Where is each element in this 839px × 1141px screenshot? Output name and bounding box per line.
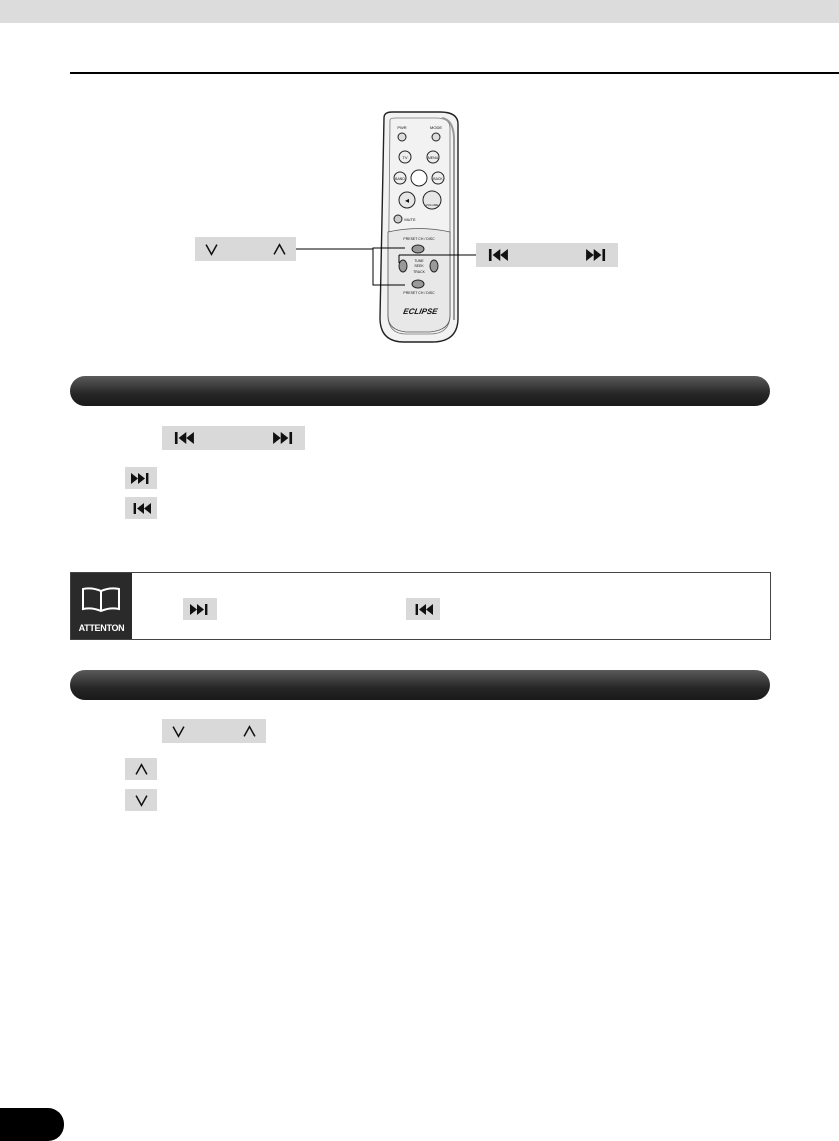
preset-keys-callout [195,237,296,261]
attention-badge [71,573,132,639]
book-icon [80,587,122,613]
chevron-down-icon [205,243,218,256]
callout-lines [295,238,485,290]
preset-down-key [125,789,157,811]
attention-label: ATTENTON [78,623,125,633]
preset-up-label: PRESET CH / DISC [403,237,435,241]
chevron-up-icon [243,725,256,738]
prev-track-key [125,497,157,519]
skip-next-icon [586,249,608,261]
band-label: BAND [395,177,405,181]
track-keys [162,426,305,450]
preset-keys [162,719,266,743]
seek-label: SEEK [414,264,424,268]
header-rule [70,72,839,74]
section-header-track [70,376,770,406]
mode-label: MODE [430,125,442,130]
next-track-key [183,598,217,620]
header-bar [0,0,839,23]
chevron-down-icon [172,725,185,738]
mute-button [394,215,402,223]
mute-label: MUTE [404,217,416,222]
next-track-key [125,467,157,489]
attention-box [70,572,771,640]
pwr-button [398,133,406,141]
section-header-preset [70,670,770,700]
chevron-down-icon [135,794,148,807]
brand-logo: ECLIPSE [402,307,439,316]
center-button [411,170,427,186]
volume-label: VOLUME [425,203,439,207]
volume-down-icon: ◂ [404,196,410,205]
skip-previous-icon [413,604,433,615]
skip-previous-icon [486,249,508,261]
pwr-label: PWR [397,125,407,130]
back-label: BACK [433,177,443,181]
skip-next-icon [131,473,151,484]
track-label: TRACK [413,270,425,274]
remote-control-illustration [370,110,470,345]
tv-label: TV [402,155,408,160]
page-number-tab [0,1108,64,1141]
tune-label: TUNE [414,259,424,263]
mode-button [432,133,440,141]
skip-next-icon [190,604,210,615]
skip-previous-icon [131,503,151,514]
skip-next-icon [273,432,295,444]
chevron-up-icon [273,243,286,256]
skip-previous-icon [172,432,194,444]
menu-label: MENU [427,156,439,160]
track-keys-callout [476,243,618,267]
chevron-up-icon [135,763,148,776]
preset-up-key [125,758,157,780]
prev-track-key [406,598,440,620]
preset-down-label: PRESET CH / DISC [403,291,435,295]
